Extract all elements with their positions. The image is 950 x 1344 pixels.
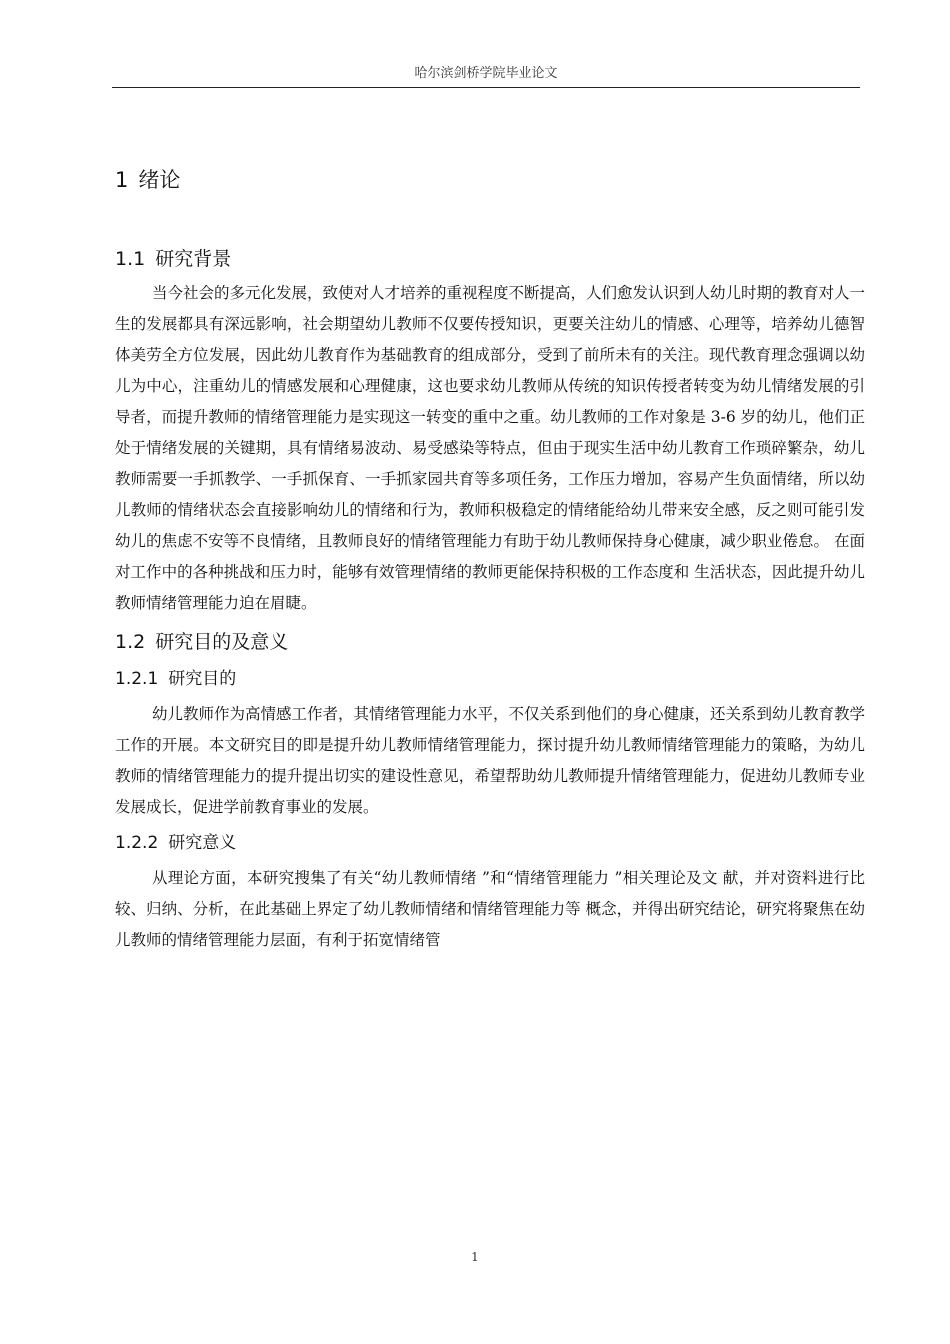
- paragraph-purpose: 幼儿教师作为高情感工作者，其情绪管理能力水平，不仅关系到他们的身心健康，还关系到幼儿教育教学工作的开展。本文研究目的即是提升幼儿教师情绪管理能力，探讨提升幼儿教师情绪管理能力的策略，为幼儿教师的情绪管理能力的提升提出切实的建设性意见，希望帮助幼儿教师提升情绪管理能力，促进幼儿教师专业发展成长，促进学前教育事业的发展。: [115, 705, 866, 816]
- paragraph-significance: 从理论方面，本研究搜集了有关“幼儿教师情绪 ”和“情绪管理能力 ”相关理论及文 献，并对资料进行比较、归纳、分析，在此基础上界定了幼儿教师情绪和情绪管理能力等 概念，并得出研究结论，研究将聚焦在幼儿教师的情绪管理能力层面，有利于拓宽情绪管: [115, 869, 865, 949]
- subsection-heading-1-2-2: [115, 827, 865, 859]
- chapter-number: 1: [115, 168, 129, 192]
- chapter-heading: [115, 160, 865, 200]
- section-title: 研究目的及意义: [155, 631, 289, 653]
- subsection-title: 研究意义: [168, 833, 237, 853]
- header-rule: [112, 87, 860, 88]
- subsection-heading-1-2-1: [115, 663, 865, 695]
- subsection-title: 研究目的: [168, 669, 237, 689]
- section-heading-1-2: [115, 625, 865, 659]
- subsection-number: 1.2.1: [115, 669, 159, 689]
- section-number: 1.1: [115, 248, 146, 270]
- page-number: 1: [471, 1250, 479, 1264]
- section-title: 研究背景: [155, 248, 232, 270]
- chapter-title: 绪论: [138, 168, 181, 192]
- page-content: [115, 160, 865, 956]
- section-heading-1-1: [115, 242, 865, 276]
- page-header: 哈尔滨剑桥学院毕业论文: [414, 66, 558, 81]
- paragraph-background: 当今社会的多元化发展，致使对人才培养的重视程度不断提高，人们愈发认识到人幼儿时期的教育对人一生的发展都具有深远影响，社会期望幼儿教师不仅要传授知识，更要关注幼儿的情感、心理等，培养幼儿德智体美劳全方位发展，因此幼儿教育作为基础教育的组成部分，受到了前所未有的关注。现代教育理念强调以幼儿为中心，注重幼儿的情感发展和心理健康，这也要求幼儿教师从传统的知识传授者转变为幼儿情绪发展的引导者，而提升教师的情绪管理能力是实现这一转变的重中之重。幼儿教师的工作对象是 3-6 岁的幼儿，他们正处于情绪发展的关键期，具有情绪易波动、易受感染等特点，但由于现实生活中幼儿教育工作琐碎繁杂，幼儿教师需要一手抓教学、一手抓保育、一手抓家园共育等多项任务，工作压力增加，容易产生负面情绪，所以幼儿教师的情绪状态会直接影响幼儿的情绪和行为，教师积极稳定的情绪能给幼儿带来安全感，反之则可能引发幼儿的焦虑不安等不良情绪，且教师良好的情绪管理能力有助于幼儿教师保持身心健康，减少职业倦怠。 在面对工作中的各种挑战和压力时，能够有效管理情绪的教师更能保持积极的工作态度和 生活状态，因此提升幼儿教师情绪管理能力迫在眉睫。: [115, 284, 866, 612]
- section-number: 1.2: [115, 631, 146, 653]
- subsection-number: 1.2.2: [115, 833, 159, 853]
